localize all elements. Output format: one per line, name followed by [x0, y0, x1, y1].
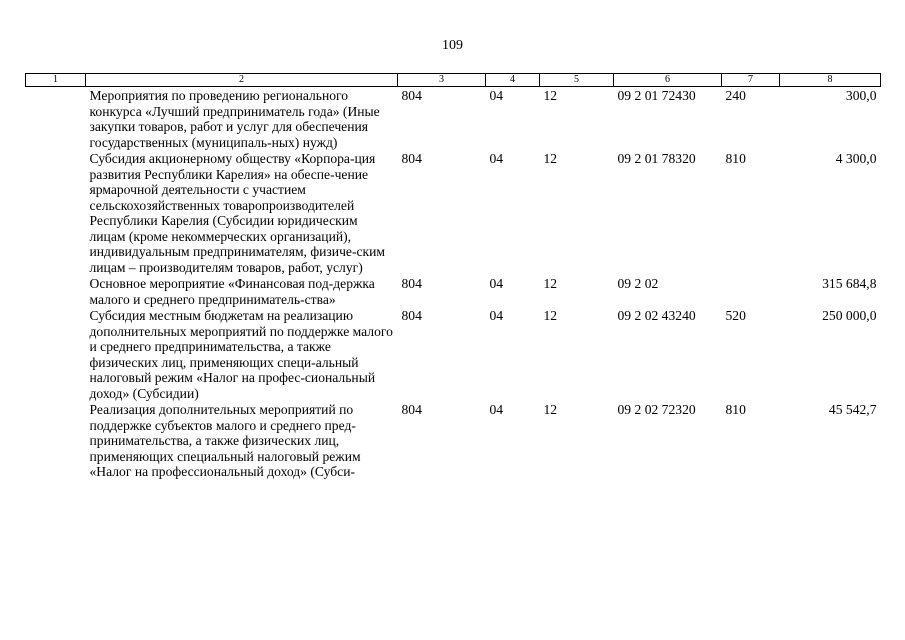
row-section: 04	[489, 151, 504, 166]
page-number: 109	[442, 38, 463, 53]
row-section: 04	[489, 276, 504, 291]
row-name: Реализация дополнительных мероприятий по поддержке субъектов малого и среднего пред-принимательства, а также физических лиц, применяющих специальный налоговый режим «Налог на профессиональный доход» (Субси-	[89, 402, 361, 479]
row-amount: 4 300,0	[835, 151, 877, 166]
header-row	[26, 74, 881, 87]
row-type: 810	[725, 402, 746, 417]
row-name: Мероприятия по проведению регионального конкурса «Лучший предприниматель года» (Иные закупки товаров, работ и услуг для обеспечения государственных (муниципаль-ных) нужд)	[89, 88, 380, 150]
row-section: 04	[489, 88, 504, 103]
row-amount: 45 542,7	[828, 402, 877, 417]
table-row	[26, 275, 881, 307]
table-header	[26, 74, 881, 87]
row-subsection: 12	[543, 402, 558, 417]
row-subsection: 12	[543, 151, 558, 166]
row-target: 09 2 01 72430	[617, 88, 696, 103]
row-name: Субсидия акционерному обществу «Корпора-ция развития Республики Карелия» на обеспе-чение ярмарочной деятельности с участием сельскохозяйственных товаропроизводителей Республики Карелия (Субсидии юридическим лицам (кроме некоммерческих организаций), индивидуальным предпринимателям, физиче-ским лицам – производителям товаров, работ, услуг)	[89, 151, 385, 275]
row-ministry: 804	[401, 276, 422, 291]
row-amount: 315 684,8	[822, 276, 877, 291]
row-subsection: 12	[543, 88, 558, 103]
row-section: 04	[489, 402, 504, 417]
row-target: 09 2 02 43240	[617, 308, 696, 323]
table-row	[26, 307, 881, 401]
row-subsection: 12	[543, 308, 558, 323]
row-amount: 250 000,0	[822, 308, 877, 323]
row-target: 09 2 02	[617, 276, 659, 291]
header-cell-3: 3	[398, 74, 486, 87]
header-cell-8: 8	[780, 74, 881, 87]
row-ministry: 804	[401, 402, 422, 417]
row-type: 240	[725, 88, 746, 103]
row-name: Субсидия местным бюджетам на реализацию дополнительных мероприятий по поддержке малого и среднего предпринимательства, а также физических лиц, применяющих специ-альный налоговый режим «Налог на профес-сиональный доход» (Субсидии)	[89, 308, 393, 401]
row-amount: 300,0	[845, 88, 877, 103]
header-cell-5: 5	[540, 74, 614, 87]
row-ministry: 804	[401, 88, 422, 103]
header-cell-4: 4	[486, 74, 540, 87]
row-section: 04	[489, 308, 504, 323]
table-row	[26, 150, 881, 275]
header-cell-7: 7	[722, 74, 780, 87]
row-target: 09 2 02 72320	[617, 402, 696, 417]
row-type	[722, 275, 780, 307]
header-cell-1: 1	[26, 74, 86, 87]
row-ministry: 804	[401, 151, 422, 166]
table-row	[26, 87, 881, 151]
row-type: 810	[725, 151, 746, 166]
row-ministry: 804	[401, 308, 422, 323]
header-cell-2: 2	[86, 74, 398, 87]
row-type: 520	[725, 308, 746, 323]
table-row	[26, 401, 881, 480]
row-target: 09 2 01 78320	[617, 151, 696, 166]
row-subsection: 12	[543, 276, 558, 291]
header-cell-6: 6	[614, 74, 722, 87]
budget-table	[25, 73, 881, 480]
row-name: Основное мероприятие «Финансовая под-держка малого и среднего предприниматель-ства»	[89, 276, 375, 307]
